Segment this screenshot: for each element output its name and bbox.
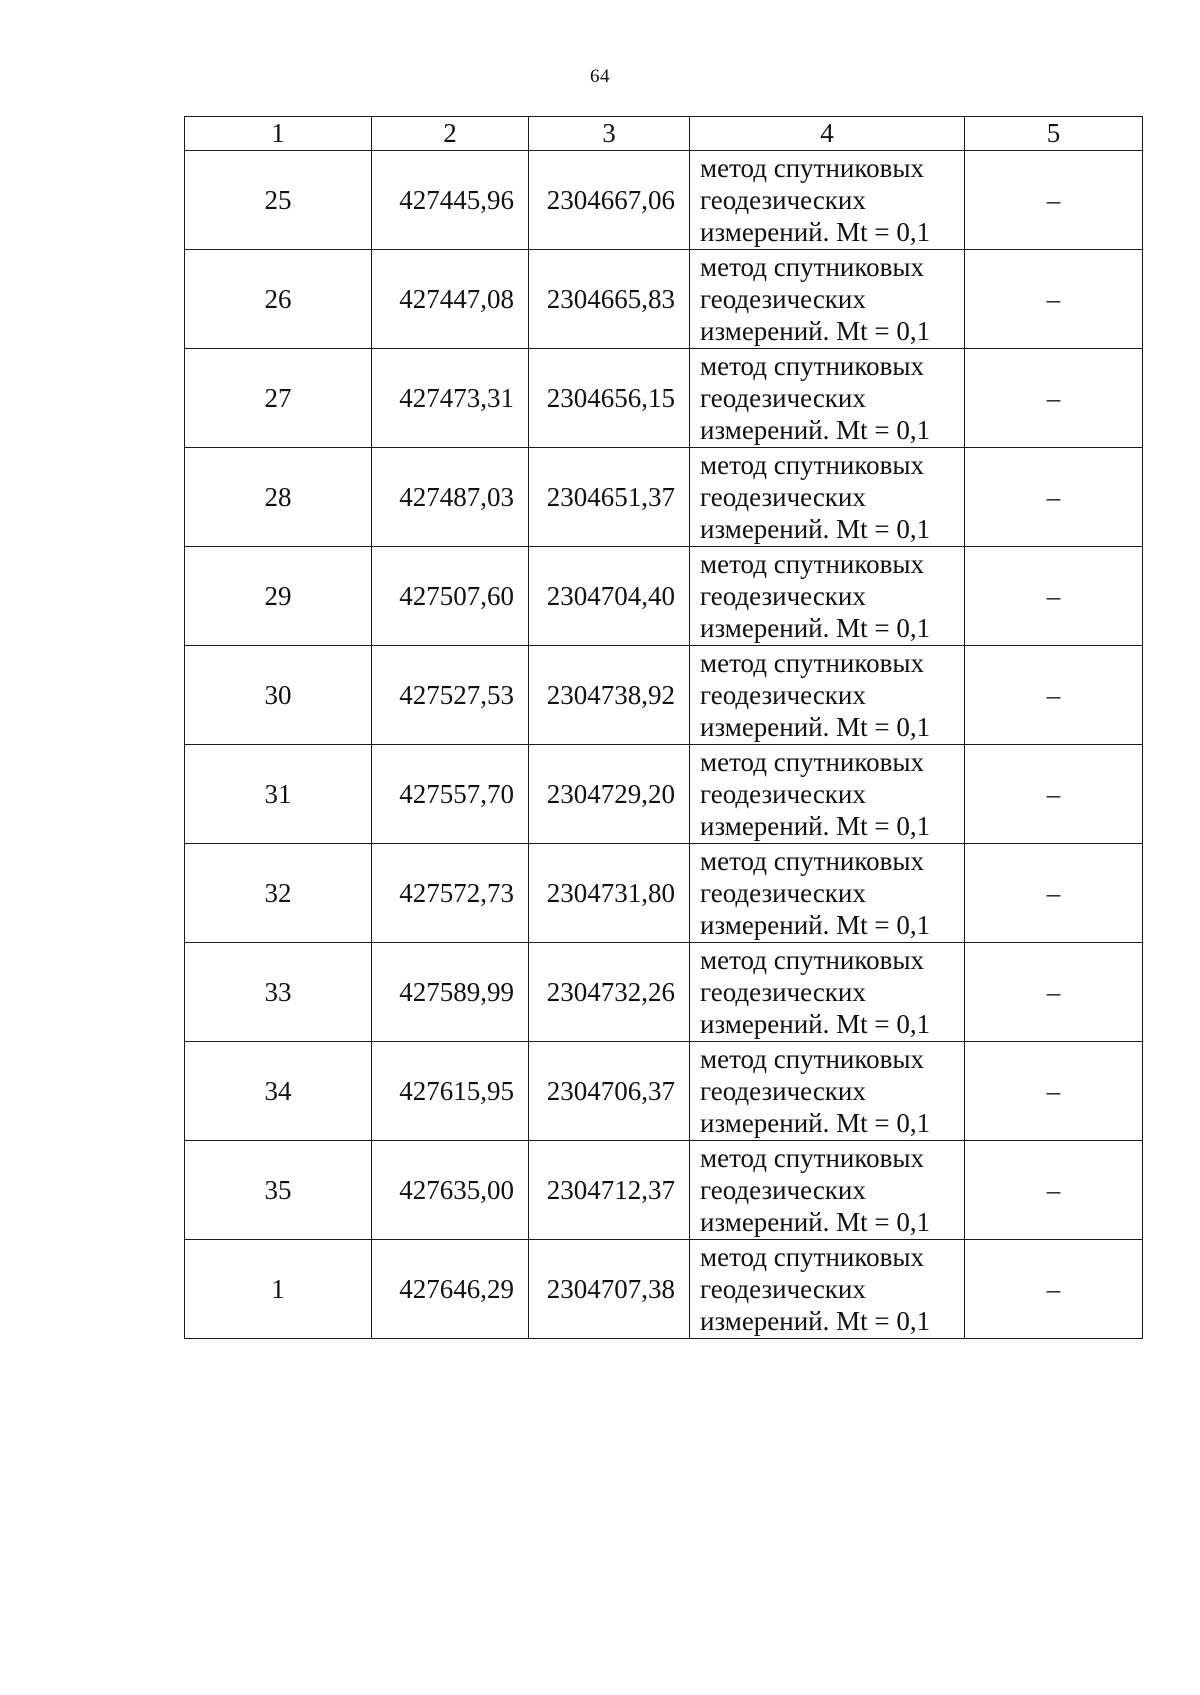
point-number-cell: 33 <box>185 943 372 1042</box>
x-coordinate-cell: 427473,31 <box>372 349 529 448</box>
x-coordinate-cell: 427487,03 <box>372 448 529 547</box>
header-col-4: 4 <box>690 117 965 151</box>
page-number: 64 <box>590 66 610 87</box>
x-coordinate-cell: 427527,53 <box>372 646 529 745</box>
x-coordinate-cell: 427557,70 <box>372 745 529 844</box>
x-coordinate-cell: 427572,73 <box>372 844 529 943</box>
note-cell: – <box>965 250 1143 349</box>
y-coordinate-cell: 2304656,15 <box>529 349 690 448</box>
y-coordinate-cell: 2304651,37 <box>529 448 690 547</box>
y-coordinate-cell: 2304738,92 <box>529 646 690 745</box>
method-text-line: метод спутниковых <box>700 252 924 282</box>
point-number-cell: 32 <box>185 844 372 943</box>
table-row <box>185 1141 1143 1240</box>
method-text-line: измерений. Mt = 0,1 <box>700 316 931 346</box>
method-text-line: измерений. Mt = 0,1 <box>700 1009 931 1039</box>
header-row <box>185 117 1143 151</box>
method-text-line: геодезических <box>700 977 866 1007</box>
method-text-line: метод спутниковых <box>700 945 924 975</box>
note-cell: – <box>965 646 1143 745</box>
point-number-cell: 28 <box>185 448 372 547</box>
x-coordinate-cell: 427635,00 <box>372 1141 529 1240</box>
method-text-line: метод спутниковых <box>700 1044 924 1074</box>
header-col-3: 3 <box>529 117 690 151</box>
note-cell: – <box>965 448 1143 547</box>
table-row <box>185 547 1143 646</box>
method-cell <box>690 151 965 250</box>
method-text-line: геодезических <box>700 284 866 314</box>
y-coordinate-cell: 2304732,26 <box>529 943 690 1042</box>
point-number-cell: 35 <box>185 1141 372 1240</box>
method-cell <box>690 448 965 547</box>
method-text-line: метод спутниковых <box>700 747 924 777</box>
note-cell: – <box>965 943 1143 1042</box>
y-coordinate-cell: 2304667,06 <box>529 151 690 250</box>
y-coordinate-cell: 2304704,40 <box>529 547 690 646</box>
method-cell <box>690 646 965 745</box>
method-text-line: геодезических <box>700 185 866 215</box>
method-text-line: измерений. Mt = 0,1 <box>700 217 931 247</box>
note-cell: – <box>965 151 1143 250</box>
table-row <box>185 844 1143 943</box>
method-text-line: метод спутниковых <box>700 846 924 876</box>
note-cell: – <box>965 1141 1143 1240</box>
table-row <box>185 943 1143 1042</box>
method-text-line: измерений. Mt = 0,1 <box>700 811 931 841</box>
method-text-line: метод спутниковых <box>700 648 924 678</box>
method-text-line: геодезических <box>700 1076 866 1106</box>
method-cell <box>690 745 965 844</box>
method-text-line: геодезических <box>700 878 866 908</box>
method-text-line: измерений. Mt = 0,1 <box>700 613 931 643</box>
method-cell <box>690 1141 965 1240</box>
method-text-line: измерений. Mt = 0,1 <box>700 514 931 544</box>
x-coordinate-cell: 427447,08 <box>372 250 529 349</box>
table-row <box>185 1240 1143 1339</box>
header-col-5: 5 <box>965 117 1143 151</box>
note-cell: – <box>965 844 1143 943</box>
method-text-line: геодезических <box>700 383 866 413</box>
y-coordinate-cell: 2304707,38 <box>529 1240 690 1339</box>
point-number-cell: 26 <box>185 250 372 349</box>
point-number-cell: 1 <box>185 1240 372 1339</box>
method-text-line: геодезических <box>700 1175 866 1205</box>
point-number-cell: 30 <box>185 646 372 745</box>
method-cell <box>690 349 965 448</box>
coordinates-table <box>184 116 1143 1339</box>
y-coordinate-cell: 2304706,37 <box>529 1042 690 1141</box>
method-text-line: метод спутниковых <box>700 351 924 381</box>
point-number-cell: 27 <box>185 349 372 448</box>
x-coordinate-cell: 427646,29 <box>372 1240 529 1339</box>
table-row <box>185 349 1143 448</box>
x-coordinate-cell: 427507,60 <box>372 547 529 646</box>
table-body <box>185 151 1143 1339</box>
method-text-line: метод спутниковых <box>700 1242 924 1272</box>
table-row <box>185 250 1143 349</box>
point-number-cell: 29 <box>185 547 372 646</box>
x-coordinate-cell: 427615,95 <box>372 1042 529 1141</box>
method-cell <box>690 1042 965 1141</box>
method-text-line: геодезических <box>700 482 866 512</box>
header-col-1: 1 <box>185 117 372 151</box>
y-coordinate-cell: 2304712,37 <box>529 1141 690 1240</box>
table-row <box>185 448 1143 547</box>
point-number-cell: 34 <box>185 1042 372 1141</box>
method-text-line: геодезических <box>700 1274 866 1304</box>
method-text-line: геодезических <box>700 581 866 611</box>
method-cell <box>690 250 965 349</box>
method-text-line: метод спутниковых <box>700 1143 924 1173</box>
note-cell: – <box>965 547 1143 646</box>
table-row <box>185 646 1143 745</box>
method-text-line: метод спутниковых <box>700 450 924 480</box>
y-coordinate-cell: 2304731,80 <box>529 844 690 943</box>
method-text-line: измерений. Mt = 0,1 <box>700 712 931 742</box>
table-row <box>185 745 1143 844</box>
note-cell: – <box>965 349 1143 448</box>
method-text-line: геодезических <box>700 680 866 710</box>
method-text-line: геодезических <box>700 779 866 809</box>
method-cell <box>690 943 965 1042</box>
note-cell: – <box>965 1240 1143 1339</box>
method-text-line: измерений. Mt = 0,1 <box>700 1108 931 1138</box>
table-header <box>185 117 1143 151</box>
header-col-2: 2 <box>372 117 529 151</box>
method-text-line: метод спутниковых <box>700 153 924 183</box>
method-cell <box>690 547 965 646</box>
method-text-line: измерений. Mt = 0,1 <box>700 1306 931 1336</box>
method-text-line: измерений. Mt = 0,1 <box>700 1207 931 1237</box>
method-text-line: измерений. Mt = 0,1 <box>700 415 931 445</box>
point-number-cell: 25 <box>185 151 372 250</box>
point-number-cell: 31 <box>185 745 372 844</box>
method-text-line: измерений. Mt = 0,1 <box>700 910 931 940</box>
note-cell: – <box>965 745 1143 844</box>
method-text-line: метод спутниковых <box>700 549 924 579</box>
table-row <box>185 1042 1143 1141</box>
x-coordinate-cell: 427589,99 <box>372 943 529 1042</box>
method-cell <box>690 1240 965 1339</box>
x-coordinate-cell: 427445,96 <box>372 151 529 250</box>
table-row <box>185 151 1143 250</box>
note-cell: – <box>965 1042 1143 1141</box>
y-coordinate-cell: 2304729,20 <box>529 745 690 844</box>
method-cell <box>690 844 965 943</box>
y-coordinate-cell: 2304665,83 <box>529 250 690 349</box>
